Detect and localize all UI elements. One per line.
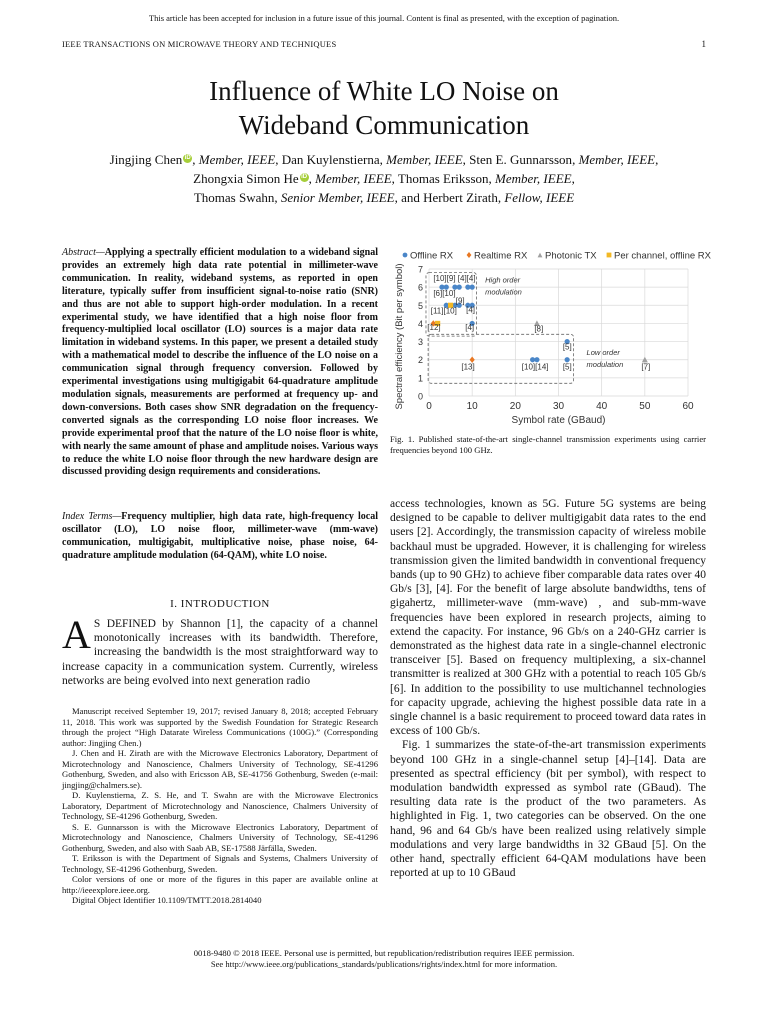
- data-annotation: [9]: [455, 296, 465, 306]
- y-tick-label: 2: [417, 355, 423, 366]
- author-role: Member, IEEE: [198, 152, 276, 167]
- footnote: Color versions of one or more of the figures in this paper are available online at http://ieeexplore.ieee.org.: [62, 874, 378, 895]
- data-annotation: modulation: [485, 287, 522, 297]
- author-line-1: Jingjing Chen iD , Member, IEEE, Dan Kuylenstierna, Member, IEEE, Sten E. Gunnarsson, Member, IEEE,: [109, 152, 659, 167]
- legend-label: Offline RX: [410, 250, 454, 262]
- data-point: [457, 285, 462, 290]
- figure-1-chart: [392, 242, 712, 430]
- y-tick-label: 1: [417, 373, 423, 384]
- legend-marker: [607, 253, 612, 258]
- data-annotation: [10][9] [4][4]: [433, 273, 476, 283]
- author-role: Fellow, IEEE: [504, 190, 575, 205]
- data-point: [565, 357, 570, 362]
- author-name: Thomas Eriksson: [397, 171, 489, 186]
- copyright-line: 0018-9480 © 2018 IEEE. Personal use is permitted, but republication/redistribution requires IEEE permission.: [193, 948, 575, 958]
- running-head: IEEE TRANSACTIONS ON MICROWAVE THEORY AND TECHNIQUES: [62, 39, 337, 49]
- data-annotation: [5]: [562, 342, 572, 352]
- legend-label: Realtime RX: [474, 250, 528, 262]
- footnote: Manuscript received September 19, 2017; revised January 8, 2018; accepted February 11, 2018. This work was supported by the Swedish Foundation for Strategic Research through the project “High Datarate Wireless Communications (100G).” (Corresponding author: Jingjing Chen.): [62, 706, 378, 748]
- author-role: Member, IEEE: [578, 152, 656, 167]
- figure-caption: Fig. 1. Published state-of-the-art single-channel transmission experiments using carrier frequencies beyond 100 GHz.: [390, 434, 706, 455]
- y-tick-label: 7: [417, 264, 423, 275]
- author-name: Herbert Zirath: [423, 190, 498, 205]
- author-line-2: Zhongxia Simon He iD , Member, IEEE, Thomas Eriksson, Member, IEEE,: [193, 171, 575, 186]
- x-tick-label: 20: [509, 401, 521, 412]
- drop-cap: A: [62, 612, 91, 657]
- copyright-line: See http://www.ieee.org/publications_standards/publications/rights/index.html for more information.: [210, 959, 558, 969]
- footnote: D. Kuylenstierna, Z. S. He, and T. Swahn are with the Microwave Electronics Laboratory, Department of Microtechnology and Nanoscience, Chalmers University of Technology, SE-41296 Gothenburg, Sweden.: [62, 790, 378, 821]
- data-annotation: [4]: [465, 322, 475, 332]
- paper-title: [0, 74, 768, 142]
- data-point: [534, 357, 539, 362]
- data-annotation: [10][14]: [521, 362, 549, 372]
- y-tick-label: 4: [417, 318, 423, 329]
- section-heading: I. INTRODUCTION: [170, 598, 270, 610]
- y-tick-label: 0: [417, 391, 423, 402]
- intro-text: S DEFINED by Shannon [1], the capacity of a channel monotonically increases with its bandwidth. Therefore, increasing the bandwidth is the most straightforward way to increase capacity in a communication system. Currently, wireless networks are being evolved into next generation radio: [62, 618, 378, 687]
- right-column-text: [390, 497, 706, 880]
- footnote: Digital Object Identifier 10.1109/TMTT.2018.2814040: [72, 895, 262, 905]
- y-tick-label: 5: [417, 300, 423, 311]
- data-annotation: [6][10]: [433, 289, 456, 299]
- orcid-icon[interactable]: iD: [184, 155, 191, 161]
- data-annotation: [5]: [562, 362, 572, 372]
- abstract: [62, 247, 378, 479]
- data-annotation: [7]: [641, 362, 651, 372]
- author-role: Senior Member, IEEE: [280, 190, 395, 205]
- x-tick-label: 0: [426, 401, 432, 412]
- abstract-text: Applying a spectrally efficient modulation to a wideband signal provides an extremely high data rate potential in millimeter-wave communication. In reality, wideband systems, as reported in open literature, typically suffer from insufficient signal-to-noise ratio (SNR) and thus are not able to support high-order modulation. In a recent experimental study, we have identified that a high noise floor from frequency-multiplied local oscillator (LO) sources is a major data rate limitation in wideband systems. In this paper, we present a detailed study with a mathematical model to describe the influence of the LO noise on a communication signal through frequency conversion. Followed by experimental investigations using multigigabit 64-quadrature amplitude modulation signals, measurements are performed at frequency up- and down-conversions. Both cases show SNR degradation on the frequency-converted signals as the corresponding LO noise floor increases. We provide experimental proof that the nature of the LO noise floor is white, with nearly the same amount of phase and amplitude noises. Various ways to reduce the white LO noise floor through the new hardware design are discussed providing design requirements and considerations.: [62, 247, 378, 478]
- author-name: Dan Kuylenstierna: [281, 152, 380, 167]
- body-paragraph: access technologies, known as 5G. Future 5G systems are being designed to be capable to deliver multigigabit data rates to the end users [2]. Accordingly, the transmission capacity of wireless mobile backhaul must be upgraded. However, it is challenging for wireless transmission given the limited bandwidth in conventional frequency bands (up to 90 GHz) to achieve fiber comparable data rates over 40 Gb/s [3], [4]. For the benefit of large absolute bandwidths, tens of gigahertz, millimeter-wave (mm-wave) , and sub-mm-wave frequencies have been explored in research projects, aiming to extend the capacity. For instance, 96 Gb/s on a 240-GHz carrier is demonstrated as the highest data rate in a single-channel electronic transceiver [5]. Based on frequency multiplexing, a six-channel transmitter is realized at 300 GHz with a potential to reach 105 Gb/s [6]. In addition to the possibility to use multichannel technologies for capacity upgrade, achieving the highest possible data rate in a single channel is a basic requirement to proceed toward data rates in excess of 100 Gb/s.: [390, 498, 706, 738]
- y-axis-label: Spectral efficiency (Bit per symbol): [394, 263, 405, 410]
- scatter-plot: [392, 242, 712, 430]
- footnotes: [62, 706, 378, 906]
- abstract-label: Abstract—: [62, 247, 105, 258]
- author-list: [40, 150, 728, 207]
- index-terms: [62, 511, 378, 563]
- data-annotation: High order: [485, 275, 521, 285]
- copyright-notice: [0, 948, 768, 970]
- author-name: Thomas Swahn: [193, 190, 275, 205]
- data-annotation: modulation: [586, 359, 624, 369]
- y-tick-label: 6: [417, 282, 423, 293]
- index-terms-text: Frequency multiplier, high data rate, high-frequency local oscillator (LO), LO noise floor, millimeter-wave (mm-wave) communication, multigigabit, multiplicative noise, phase noise, 64-quadrature amplitude modulation (64-QAM), white LO noise.: [62, 511, 378, 561]
- author-name: Jingjing Chen: [109, 152, 183, 167]
- legend-marker: [403, 253, 408, 258]
- index-terms-label: Index Terms—: [62, 511, 122, 522]
- author-role: Member, IEEE: [495, 171, 572, 186]
- footnote: T. Eriksson is with the Department of Signals and Systems, Chalmers University of Technology, SE-41296 Gothenburg, Sweden.: [62, 853, 378, 874]
- orcid-icon[interactable]: iD: [301, 174, 308, 180]
- x-tick-label: 60: [682, 401, 694, 412]
- legend-marker: [467, 252, 472, 258]
- data-annotation: [4]: [466, 305, 476, 315]
- author-role: Member, IEEE: [386, 152, 463, 167]
- body-paragraph: Fig. 1 summarizes the state-of-the-art transmission experiments beyond 100 GHz in a single-channel setup [4]–[14]. Data are presented as spectral efficiency (bit per symbol), with respect to modulation bandwidth expressed as symbol rate (GBaud). The resulting data rate is the product of the two parameters. As highlighted in Fig. 1, two categories can be observed. On the one hand, 96 and 64 Gb/s have been realized using relatively simple modulations and very large bandwidths in 32 GBaud [5]. On the other hand, spectrally efficient 64-QAM modulations have been reported at up to 10 GBaud: [390, 739, 706, 880]
- footnote: J. Chen and H. Zirath are with the Microwave Electronics Laboratory, Department of Microtechnology and Nanoscience, Chalmers University of Technology, SE-41296 Gothenburg, Sweden, and also with Ericsson AB, SE-41756 Gothenburg, Sweden (e-mail: jingjing@chalmers.se).: [62, 748, 378, 790]
- x-tick-label: 50: [639, 401, 651, 412]
- page-number: 1: [701, 39, 706, 49]
- footnote: S. E. Gunnarsson is with the Microwave Electronics Laboratory, Department of Microtechnology and Nanoscience, Chalmers University of Technology, SE-41296 Gothenburg, Sweden, and also with Saab AB, SE-17588 Järfälla, Sweden.: [62, 821, 378, 853]
- legend-marker: [538, 253, 543, 258]
- data-annotation: [11][10]: [430, 306, 457, 316]
- author-name: Zhongxia Simon He: [193, 171, 299, 186]
- legend-label: Per channel, offline RX: [614, 250, 711, 262]
- y-tick-label: 3: [417, 337, 423, 348]
- data-annotation: Low order: [586, 348, 620, 358]
- author-name: Sten E. Gunnarsson: [469, 152, 573, 167]
- data-annotation: [8]: [534, 324, 544, 334]
- x-tick-label: 30: [552, 401, 565, 412]
- intro-paragraph: [62, 612, 378, 688]
- x-axis-label: Symbol rate (GBaud): [511, 415, 606, 426]
- data-annotation: [13]: [461, 362, 475, 372]
- data-annotation: [12]: [427, 322, 441, 332]
- author-role: Member, IEEE: [315, 171, 392, 186]
- author-line-3: Thomas Swahn, Senior Member, IEEE, and Herbert Zirath, Fellow, IEEE: [193, 190, 575, 205]
- x-tick-label: 10: [466, 401, 478, 412]
- journal-notice: This article has been accepted for inclusion in a future issue of this journal. Content is final as presented, with the exception of pagination.: [148, 13, 620, 23]
- x-tick-label: 40: [596, 401, 608, 412]
- data-point: [470, 285, 475, 290]
- legend-label: Photonic TX: [545, 250, 597, 262]
- title-line-2: Wideband Communication: [238, 110, 530, 140]
- title-line-1: Influence of White LO Noise on: [209, 76, 559, 106]
